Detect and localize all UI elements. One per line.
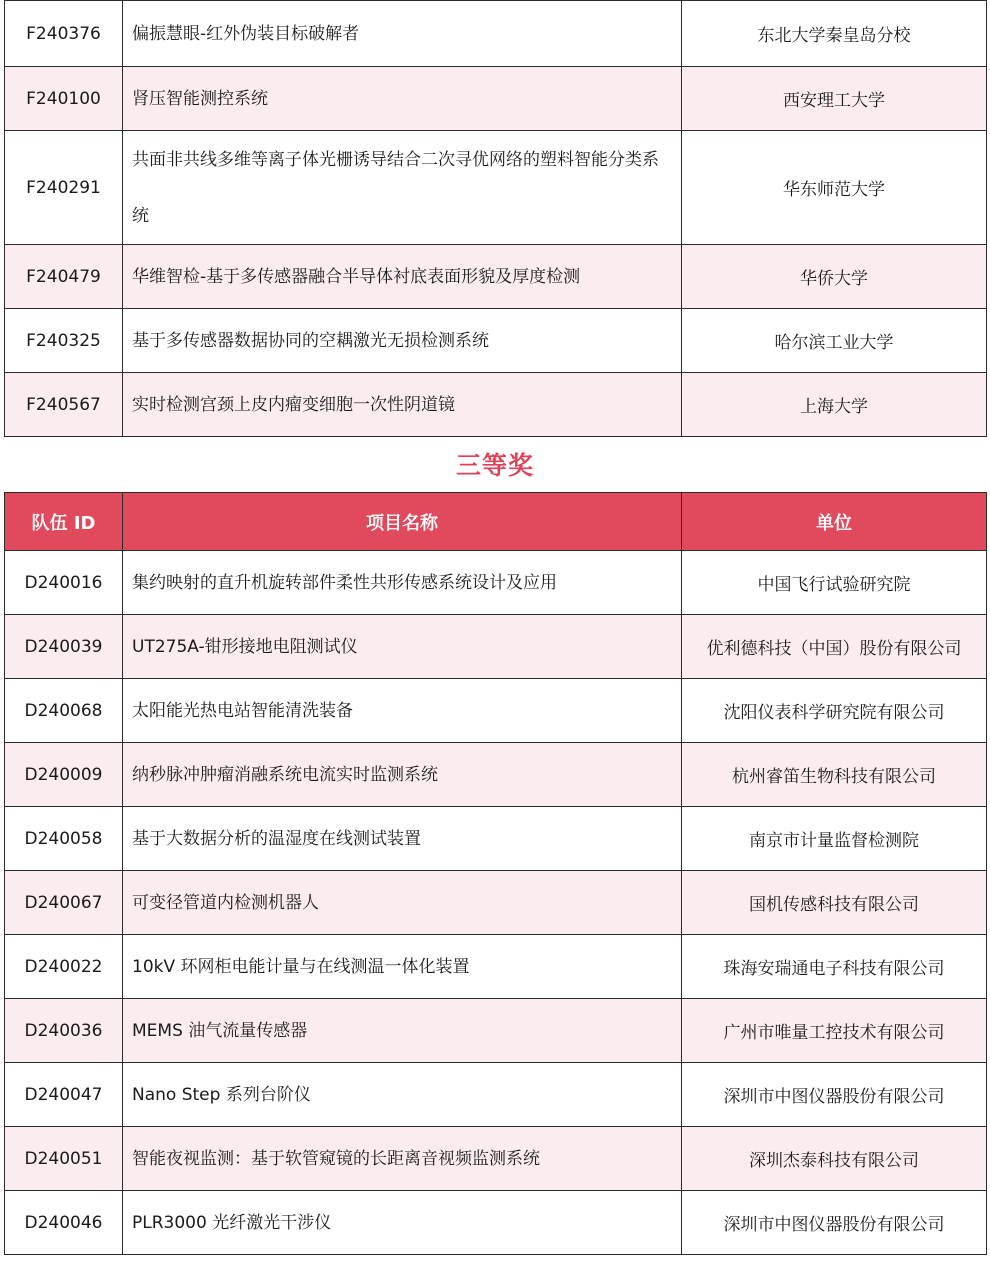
table-row <box>5 807 987 871</box>
cell-project-name: 智能夜视监测：基于软管窥镜的长距离音视频监测系统 <box>123 1127 682 1191</box>
cell-unit: 珠海安瑞通电子科技有限公司 <box>682 935 987 999</box>
cell-team-id: D240051 <box>5 1127 123 1191</box>
table-row <box>5 679 987 743</box>
section-title-third-prize: 三等奖 <box>455 451 534 480</box>
cell-unit: 华东师范大学 <box>682 131 987 245</box>
cell-project-name: 共面非共线多维等离子体光栅诱导结合二次寻优网络的塑料智能分类系统 <box>123 131 682 245</box>
table-row <box>5 999 987 1063</box>
cell-team-id: F240479 <box>5 245 123 309</box>
cell-unit: 深圳市中图仪器股份有限公司 <box>682 1191 987 1255</box>
cell-team-id: D240058 <box>5 807 123 871</box>
table-row <box>5 245 987 309</box>
cell-team-id: D240016 <box>5 551 123 615</box>
table-row <box>5 309 987 373</box>
cell-unit: 深圳市中图仪器股份有限公司 <box>682 1063 987 1127</box>
cell-team-id: D240036 <box>5 999 123 1063</box>
table-row <box>5 373 987 437</box>
cell-unit: 广州市唯量工控技术有限公司 <box>682 999 987 1063</box>
table-row <box>5 1063 987 1127</box>
cell-unit: 南京市计量监督检测院 <box>682 807 987 871</box>
cell-team-id: F240325 <box>5 309 123 373</box>
header-team-id: 队伍 ID <box>5 493 123 551</box>
table-row <box>5 615 987 679</box>
cell-project-name: 太阳能光热电站智能清洗装备 <box>123 679 682 743</box>
cell-project-name: 实时检测宫颈上皮内瘤变细胞一次性阴道镜 <box>123 373 682 437</box>
cell-unit: 哈尔滨工业大学 <box>682 309 987 373</box>
cell-project-name: 集约映射的直升机旋转部件柔性共形传感系统设计及应用 <box>123 551 682 615</box>
cell-unit: 中国飞行试验研究院 <box>682 551 987 615</box>
cell-project-name: 华维智检-基于多传感器融合半导体衬底表面形貌及厚度检测 <box>123 245 682 309</box>
cell-unit: 华侨大学 <box>682 245 987 309</box>
cell-project-name: Nano Step 系列台阶仪 <box>123 1063 682 1127</box>
cell-unit: 西安理工大学 <box>682 67 987 131</box>
cell-unit: 国机传感科技有限公司 <box>682 871 987 935</box>
cell-team-id: D240022 <box>5 935 123 999</box>
cell-team-id: D240046 <box>5 1191 123 1255</box>
cell-project-name: 基于大数据分析的温湿度在线测试装置 <box>123 807 682 871</box>
cell-team-id: D240009 <box>5 743 123 807</box>
cell-project-name: 基于多传感器数据协同的空耦激光无损检测系统 <box>123 309 682 373</box>
cell-unit: 沈阳仪表科学研究院有限公司 <box>682 679 987 743</box>
cell-team-id: F240100 <box>5 67 123 131</box>
table-row <box>5 743 987 807</box>
cell-team-id: D240039 <box>5 615 123 679</box>
cell-project-name: 偏振慧眼-红外伪装目标破解者 <box>123 1 682 67</box>
table-row <box>5 871 987 935</box>
cell-project-name: 10kV 环网柜电能计量与在线测温一体化装置 <box>123 935 682 999</box>
cell-project-name: 可变径管道内检测机器人 <box>123 871 682 935</box>
second-prize-table-continued <box>4 0 987 437</box>
table-row <box>5 131 987 245</box>
cell-project-name: 肾压智能测控系统 <box>123 67 682 131</box>
table-row <box>5 67 987 131</box>
cell-unit: 上海大学 <box>682 373 987 437</box>
cell-team-id: D240067 <box>5 871 123 935</box>
third-prize-table <box>4 492 987 1255</box>
cell-team-id: D240068 <box>5 679 123 743</box>
cell-team-id: F240376 <box>5 1 123 67</box>
header-project-name: 项目名称 <box>123 493 682 551</box>
table-row <box>5 551 987 615</box>
cell-project-name: MEMS 油气流量传感器 <box>123 999 682 1063</box>
cell-project-name: 纳秒脉冲肿瘤消融系统电流实时监测系统 <box>123 743 682 807</box>
header-unit: 单位 <box>682 493 987 551</box>
table-row <box>5 1191 987 1255</box>
cell-unit: 杭州睿笛生物科技有限公司 <box>682 743 987 807</box>
cell-project-name: PLR3000 光纤激光干涉仪 <box>123 1191 682 1255</box>
table-row <box>5 1127 987 1191</box>
cell-unit: 东北大学秦皇岛分校 <box>682 1 987 67</box>
table-row <box>5 1 987 67</box>
table-header-row <box>5 493 987 551</box>
cell-team-id: F240567 <box>5 373 123 437</box>
table-row <box>5 935 987 999</box>
cell-project-name: UT275A-钳形接地电阻测试仪 <box>123 615 682 679</box>
cell-unit: 深圳杰泰科技有限公司 <box>682 1127 987 1191</box>
cell-team-id: D240047 <box>5 1063 123 1127</box>
cell-team-id: F240291 <box>5 131 123 245</box>
cell-unit: 优利德科技（中国）股份有限公司 <box>682 615 987 679</box>
